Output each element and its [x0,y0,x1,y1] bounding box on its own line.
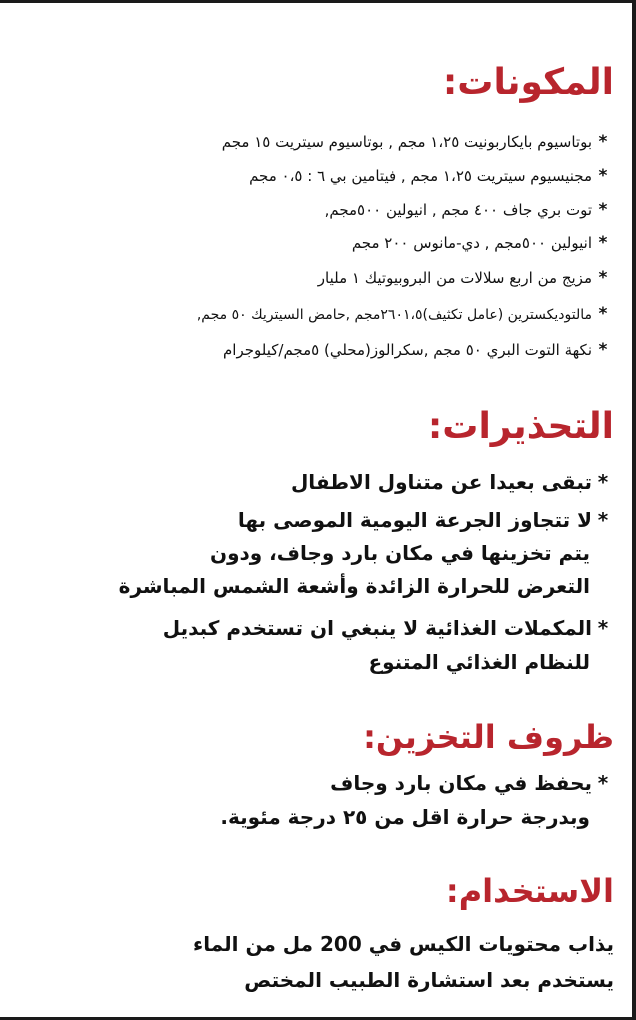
ingredients-heading: المكونات: [442,62,614,103]
bullet-icon: * [598,268,608,288]
bullet-icon: * [598,304,608,324]
bullet-icon: * [597,470,609,494]
ingredient-text: نكهة التوت البري ٥٠ مجم ,سكرالوز(محلي) ٥مجم/كيلوجرام [223,341,592,359]
ingredient-item [18,268,614,288]
storage-continuation [18,805,614,829]
ingredient-text: مزيج من اربع سلالات من البروبيوتيك ١ مليار [317,269,592,287]
frame-top-border [0,0,636,3]
warning-text: لا تتجاوز الجرعة اليومية الموصى بها [237,508,592,532]
storage-item [18,771,614,795]
bullet-icon: * [598,132,608,152]
warning-text: التعرض للحرارة الزائدة وأشعة الشمس المباشرة [118,574,590,598]
warning-text: للنظام الغذائي المتنوع [368,650,590,674]
warning-item [18,508,614,532]
bullet-icon: * [598,233,608,253]
usage-heading: الاستخدام: [445,872,614,910]
ingredient-item [18,166,614,186]
storage-text: يحفظ في مكان بارد وجاف [330,771,592,795]
ingredient-item [18,340,614,360]
warning-text: تبقى بعيدا عن متناول الاطفال [290,470,592,494]
usage-line [18,932,614,956]
warning-continuation [18,541,614,565]
warning-continuation [18,574,614,598]
warning-text: يتم تخزينها في مكان بارد وجاف، ودون [210,541,590,565]
storage-text: وبدرجة حرارة اقل من ٢٥ درجة مئوية. [220,805,590,829]
ingredient-item [18,233,614,253]
bullet-icon: * [598,200,608,220]
bullet-icon: * [597,616,609,640]
warnings-heading: التحذيرات: [427,406,614,447]
warning-item [18,470,614,494]
bullet-icon: * [598,340,608,360]
frame-right-border [632,0,636,1020]
usage-line [18,968,614,992]
ingredient-item [18,200,614,220]
ingredient-item [18,304,614,324]
bullet-icon: * [597,771,609,795]
ingredient-text: مالتوديكسترين (عامل تكثيف)٢٦٠١،٥مجم ,حامض السيتريك ٥٠ مجم, [196,307,592,323]
ingredient-text: مجنيسيوم سيتريت ١،٢٥ مجم , فيتامين بي ٦ : ٠،٥ مجم [249,167,592,185]
bullet-icon: * [598,166,608,186]
warning-item [18,616,614,640]
warning-text: المكملات الغذائية لا ينبغي ان تستخدم كبديل [162,616,592,640]
ingredient-text: بوتاسيوم بايكاربونيت ١،٢٥ مجم , بوتاسيوم سيتريت ١٥ مجم [221,133,592,151]
usage-text: يستخدم بعد استشارة الطبيب المختص [244,968,614,992]
warning-continuation [18,650,614,674]
ingredient-item [18,132,614,152]
bullet-icon: * [597,508,609,532]
ingredient-text: توت بري جاف ٤٠٠ مجم , انيولين ٥٠٠مجم, [324,201,592,219]
ingredient-text: انيولين ٥٠٠مجم , دي-مانوس ٢٠٠ مجم [351,234,592,252]
storage-heading: ظروف التخزين: [363,718,614,756]
usage-text: يذاب محتويات الكيس في 200 مل من الماء [192,932,614,956]
